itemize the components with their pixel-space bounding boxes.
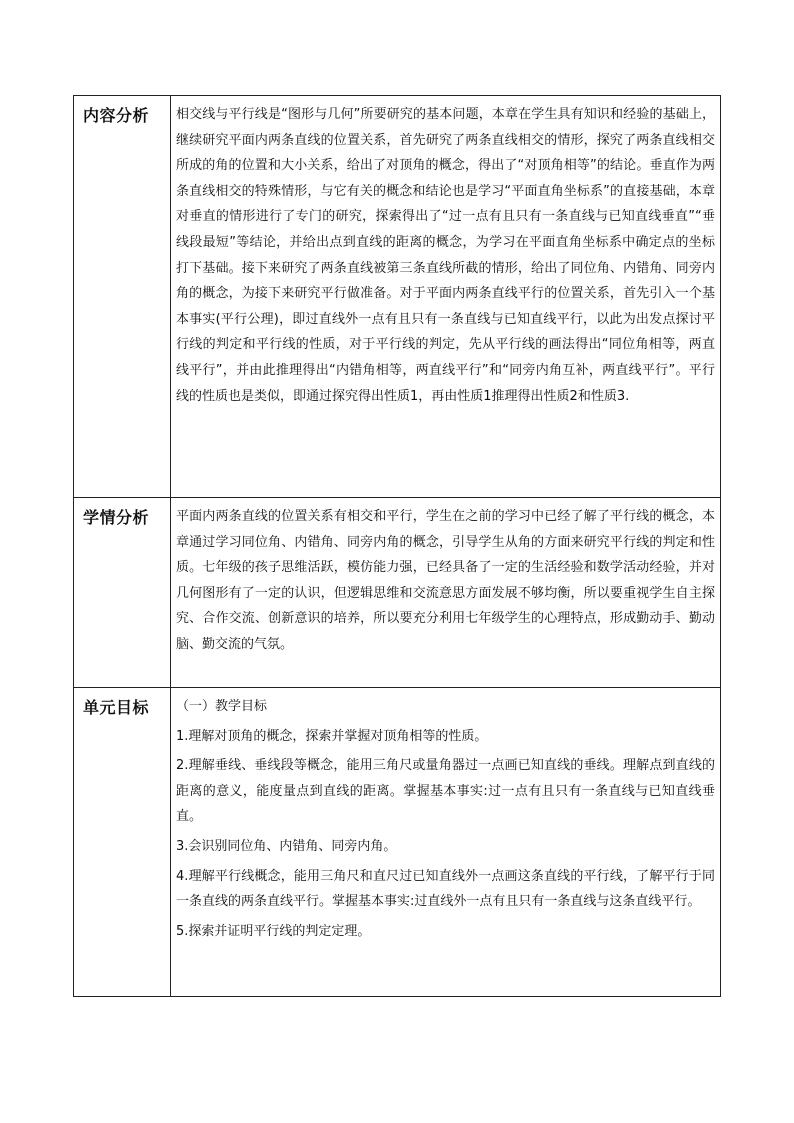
content-analysis-label-cell [74, 96, 171, 498]
student-analysis-text: 平面内两条直线的位置关系有相交和平行，学生在之前的学习中已经了解了平行线的概念，本章通过学习同位角、内错角、同旁内角的概念，引导学生从角的方面来研究平行线的判定和性质。七年级的孩子思维活跃，模仿能力强，已经具备了一定的生活经验和数学活动经验，并对几何图形有了一定的认识，但逻辑思维和交流意思方面发展不够均衡，所以要重视学生自主探究、合作交流、创新意识的培养，所以要充分利用七年级学生的心理特点，形成勤动手、勤动脑、勤交流的气氛。 [176, 509, 715, 652]
unit-goals-label-cell [74, 688, 171, 997]
student-analysis-row [74, 498, 721, 688]
goal-item-4: 4.理解平行线概念，能用三角尺和直尺过已知直线外一点画这条直线的平行线，了解平行于同一条直线的两条直线平行。掌握基本事实:过直线外一点有且只有一条直线与这条直线平行。 [176, 868, 715, 910]
unit-goals-body-cell [171, 688, 721, 997]
content-analysis-label: 内容分析 [83, 106, 150, 125]
goal-heading: （一）教学目标 [176, 699, 268, 714]
goal-item-1: 1.理解对顶角的概念，探索并掌握对顶角相等的性质。 [176, 728, 488, 744]
unit-goals-row [74, 688, 721, 997]
goal-item-2: 2.理解垂线、垂线段等概念，能用三角尺或量角器过一点画已知直线的垂线。理解点到直线的距离的意义，能度量点到直线的距离。掌握基本事实:过一点有且只有一条直线与已知直线垂直。 [176, 758, 715, 825]
content-analysis-text: 相交线与平行线是“图形与几何”所要研究的基本问题，本章在学生具有知识和经验的基础上，继续研究平面内两条直线的位置关系，首先研究了两条直线相交的情形，探究了两条直线相交所成的角的位置和大小关系，给出了对顶角的概念，得出了“对顶角相等”的结论。垂直作为两条直线相交的特殊情形，与它有关的概念和结论也是学习“平面直角坐标系”的直接基础，本章对垂直的情形进行了专门的研究，探索得出了“过一点有且只有一条直线与已知直线垂直”“垂线段最短”等结论，并给出点到直线的距离的概念，为学习在平面直角坐标系中确定点的坐标打下基础。接下来研究了两条直线被第三条直线所截的情形，给出了同位角、内错角、同旁内角的概念，为接下来研究平行做准备。对于平面内两条直线平行的位置关系，首先引入一个基本事实(平行公理)，即过直线外一点有且只有一条直线与已知直线平行，以此为出发点探讨平行线的判定和平行线的性质，对于平行线的判定，先从平行线的画法得出“同位角相等，两直线平行”，并由此推理得出“内错角相等，两直线平行”和“同旁内角互补，两直线平行”。平行线的性质也是类似，即通过探究得出性质1，再由性质1推理得出性质2和性质3. [176, 107, 715, 404]
student-analysis-label: 学情分析 [83, 508, 150, 527]
student-analysis-label-cell [74, 498, 171, 688]
content-analysis-body-cell [171, 96, 721, 498]
student-analysis-body-cell [171, 498, 721, 688]
unit-analysis-table [73, 95, 721, 997]
unit-goals-label: 单元目标 [83, 698, 150, 717]
goal-item-5: 5.探索并证明平行线的判定定理。 [176, 923, 371, 939]
content-analysis-row [74, 96, 721, 498]
goal-item-3: 3.会识别同位角、内错角、同旁内角。 [176, 838, 397, 854]
